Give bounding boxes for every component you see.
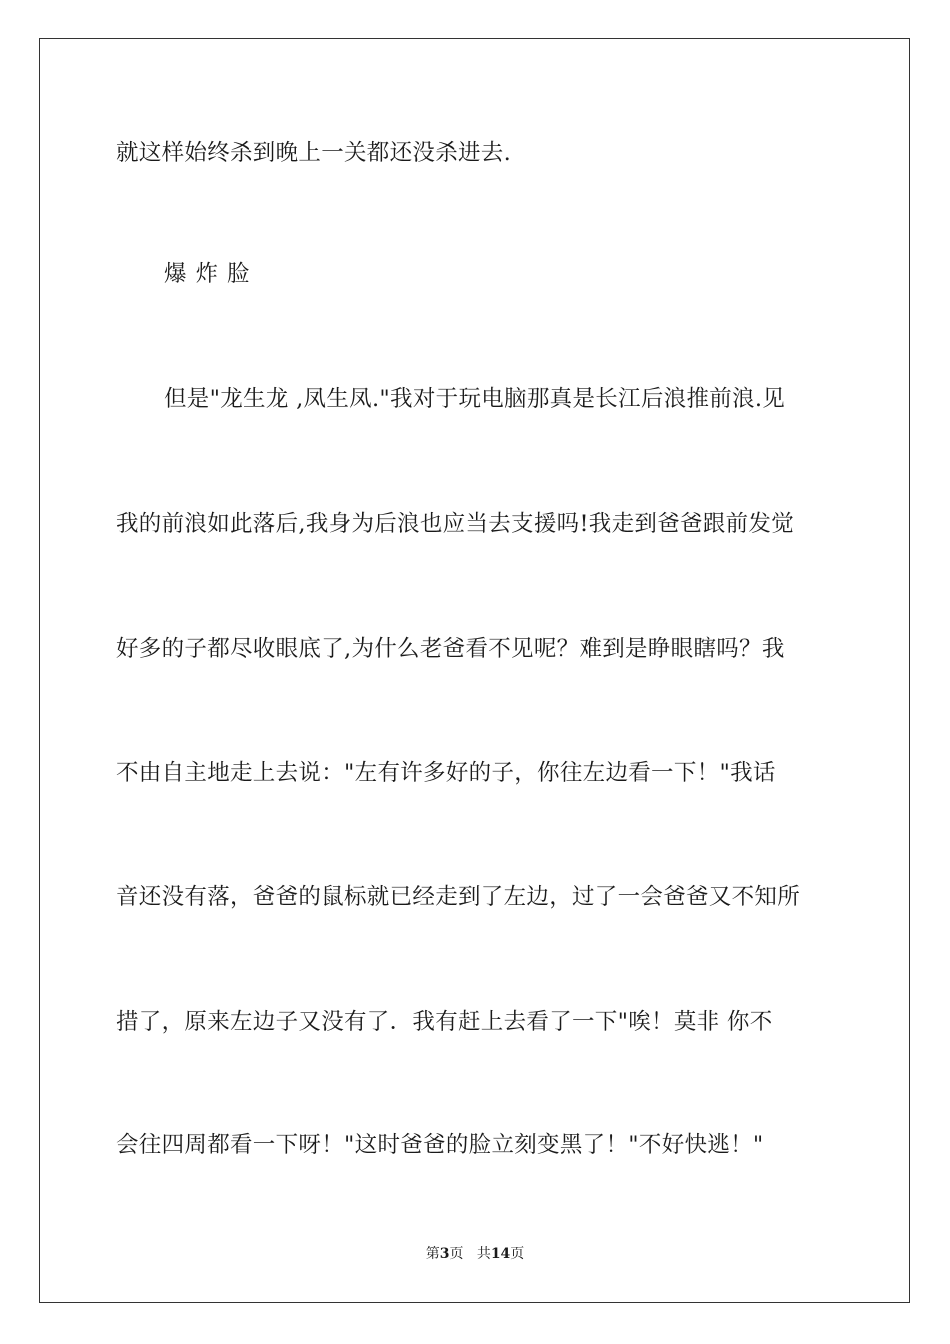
total-pages: 14 <box>490 1246 511 1262</box>
text-line-1: 就这样始终杀到晚上一关都还没杀进去. <box>116 140 512 166</box>
text-line-8: 会往四周都看一下呀！"这时爸爸的脸立刻变黑了！"不好快逃！" <box>116 1132 764 1158</box>
page-number: 3 <box>439 1246 450 1262</box>
total-suffix: 页 <box>510 1246 525 1262</box>
section-heading: 爆炸脸 <box>164 261 259 287</box>
page-suffix: 页 <box>449 1246 464 1262</box>
text-line-3: 我的前浪如此落后,我身为后浪也应当去支援吗!我走到爸爸跟前发觉 <box>116 511 794 537</box>
text-line-6: 音还没有落，爸爸的鼠标就已经走到了左边，过了一会爸爸又不知所 <box>116 884 801 910</box>
page-border <box>39 38 910 1303</box>
text-line-5: 不由自主地走上去说："左有许多好的子，你往左边看一下！"我话 <box>116 760 776 786</box>
page-prefix: 第 <box>425 1246 440 1262</box>
text-line-2: 但是"龙生龙 ,凤生凤."我对于玩电脑那真是长江后浪推前浪.见 <box>164 386 786 412</box>
page-footer <box>0 1244 950 1264</box>
total-prefix: 共 <box>476 1246 491 1262</box>
text-line-4: 好多的子都尽收眼底了,为什么老爸看不见呢？难到是睁眼瞎吗？我 <box>116 636 785 662</box>
text-line-7: 措了，原来左边子又没有了．我有赶上去看了一下"唉！莫非 你不 <box>116 1009 773 1035</box>
